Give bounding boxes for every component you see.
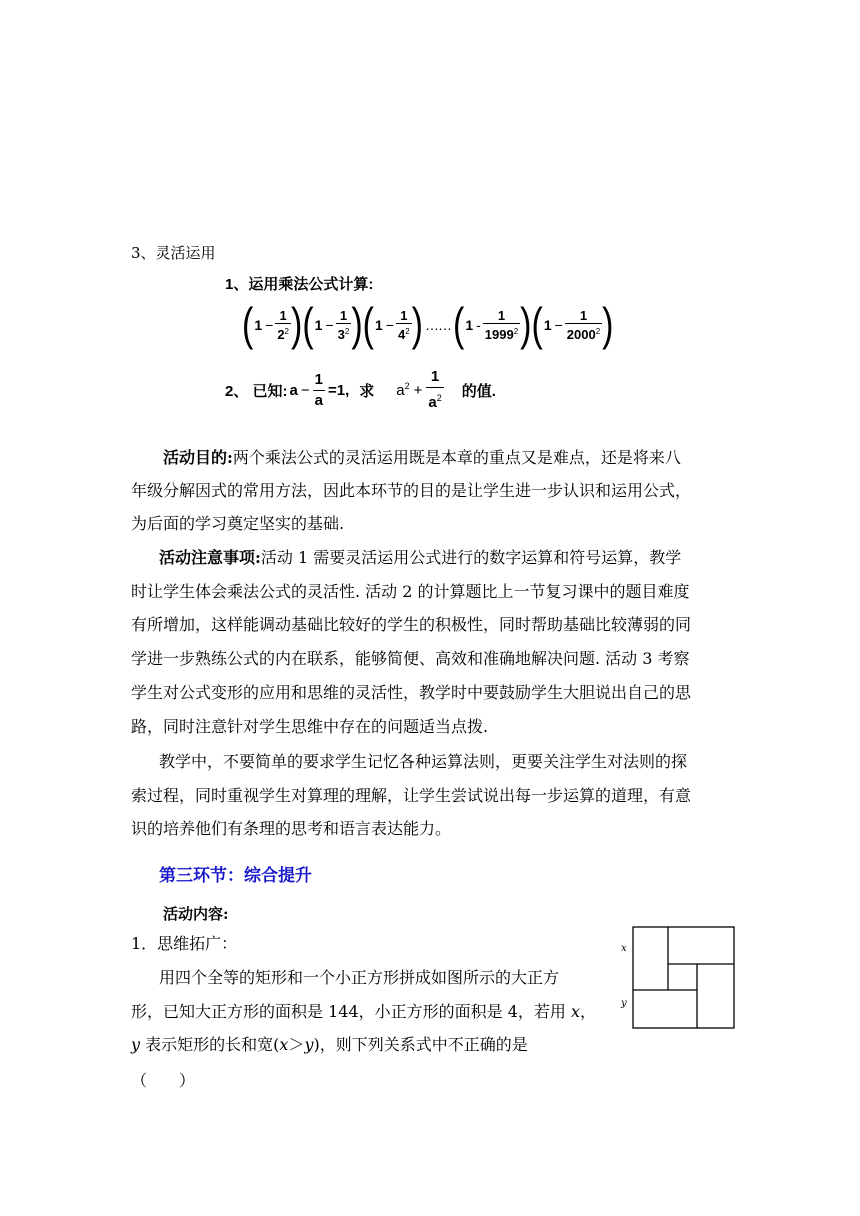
frac-exp: 2 [595,327,601,336]
label-y: y [621,998,627,1009]
var-x: x [570,1002,581,1021]
answer-blank: （ ） [131,1071,196,1090]
frac-num: 1 [430,368,440,385]
formula-minus: − [554,317,563,333]
frac-exp: 2 [284,327,289,336]
item1-label: 1、运用乘法公式计算: [225,276,374,293]
frac-num: 1 [339,308,348,323]
formula-one: 1 [254,317,263,333]
var-y: y [304,1035,314,1054]
close-paren: ) [520,299,532,351]
equals-one: =1, [327,381,350,399]
qiu-label: 求 [359,382,375,400]
frac-exp: 2 [436,393,442,403]
text: 表示矩形的长和宽( [140,1035,280,1054]
open-paren: ( [242,299,254,351]
close-paren: ) [411,299,423,351]
frac-den [426,387,443,413]
frac-exp: 2 [405,327,410,336]
fraction-term-2000 [565,308,602,342]
formula-one: 1 [465,317,474,333]
frac-exp: 2 [344,327,350,336]
section-heading: 第三环节：综合提升 [159,866,312,886]
frac-base: a [428,394,437,411]
purpose-line-1 [163,450,681,466]
frac-den [396,323,412,342]
problem-line-1: 用四个全等的矩形和一个小正方形拼成如图所示的大正方 [159,968,560,987]
close-paren: ) [602,299,614,351]
frac-num: 1 [314,370,323,388]
formula-one: 1 [374,317,383,333]
close-paren: ) [351,299,363,351]
frac-base: 2000 [566,327,596,342]
frac-den [336,323,352,342]
notes-line-4: 学进一步熟练公式的内在联系，能够简便、高效和准确地解决问题. 活动 3 考察 [131,649,690,668]
open-paren: ( [452,299,465,351]
problem-line-2 [131,1004,596,1020]
ellipsis: …… [424,317,451,333]
open-paren: ( [362,299,374,351]
activity-content-label: 活动内容: [163,905,229,923]
a-squared [396,381,409,399]
fraction-1-over-a [313,370,325,411]
formula-minus: − [385,317,394,333]
frac-exp: 2 [513,327,519,336]
outer-square [633,927,734,1028]
frac-num: 1 [279,308,287,323]
teaching-line-2: 索过程，同时重视学生对算理的理解，让学生尝试说出每一步运算的道理，有意 [131,786,692,805]
frac-num: 1 [400,308,408,323]
notes-line-1 [159,550,681,566]
notes-line-2: 时让学生体会乘法公式的灵活性. 活动 2 的计算题比上一节复习课中的题目难度 [131,582,690,601]
label-x: x [621,943,627,954]
notes-line-6: 路，同时注意针对学生思维中存在的问题适当点拨. [131,717,489,736]
problem-line-3 [131,1037,528,1053]
formula-one: 1 [543,317,552,333]
frac-base: 2 [277,327,285,342]
frac-den [483,323,520,342]
text: ， [580,1002,597,1021]
var-a2: a [396,382,405,399]
frac-base: 4 [397,327,406,342]
formula-one: 1 [314,317,323,333]
frac-num: 1 [579,308,588,323]
minus-sign: − [300,381,310,399]
fraction-1-over-a2 [426,367,443,413]
fraction-term-3 [396,308,412,342]
formula-minus: - [476,317,481,333]
frac-den [565,323,602,342]
formula-minus: − [265,317,274,333]
teaching-line-1: 教学中，不要简单的要求学生记忆各种运算法则，更要关注学生对法则的探 [159,752,688,771]
notes-line-3: 有所增加，这样能调动基础比较好的学生的积极性，同时帮助基础比较薄弱的同 [131,615,692,634]
item2-label: 2、 已知: [225,382,288,400]
frac-den: a [314,391,323,409]
plus-sign: + [413,381,423,399]
purpose-text: 两个乘法公式的灵活运用既是本章的重点又是难点，还是将来八 [232,448,681,467]
problem-title: 1．思维拓广： [131,934,238,953]
var-x: x [279,1035,289,1054]
fraction-term-1999 [483,308,520,342]
fraction-term-2 [336,308,352,342]
notes-line-5: 学生对公式变形的应用和思维的灵活性，教学时中要鼓励学生大胆说出自己的思 [131,683,692,702]
section-title: 3、灵活运用 [131,244,216,262]
teaching-line-3: 识的培养他们有条理的思考和语言表达能力。 [131,819,452,838]
purpose-line-2: 年级分解因式的常用方法，因此本环节的目的是让学生进一步认识和运用公式， [131,481,692,500]
notes-text: 活动 1 需要灵活运用公式进行的数字运算和符号运算，教学 [260,548,682,567]
notes-label: 活动注意事项: [159,548,261,567]
frac-base: 3 [337,327,345,342]
formula-1 [242,299,614,351]
de-zhi-label: 的值. [461,382,496,400]
formula-minus: − [325,317,334,333]
purpose-line-3: 为后面的学习奠定坚实的基础. [131,514,345,533]
var-a: a [289,381,298,399]
purpose-label: 活动目的: [163,448,233,467]
square-figure [615,920,740,1035]
frac-den [275,323,291,342]
frac-base: 1999 [484,327,514,342]
text: 形，已知大正方形的面积是 144，小正方形的面积是 4，若用 [131,1002,571,1021]
frac-num: 1 [497,308,506,323]
text: )，则下列关系式中不正确的是 [313,1035,528,1054]
open-paren: ( [531,299,543,351]
formula-2 [225,367,496,413]
var-y: y [131,1035,141,1054]
close-paren: ) [291,299,303,351]
gt-sign: ＞ [288,1035,305,1054]
open-paren: ( [302,299,314,351]
fraction-term-1 [275,308,291,342]
exp-2: 2 [404,381,410,391]
